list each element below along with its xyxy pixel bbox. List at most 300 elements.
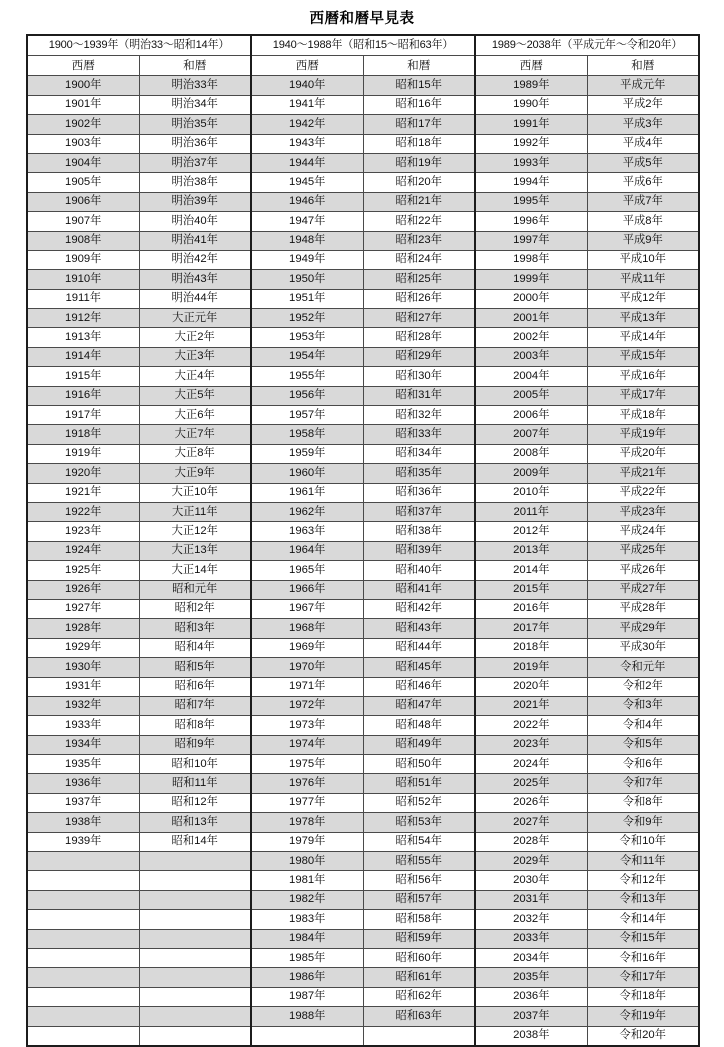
table-row xyxy=(27,1007,699,1026)
cell-wareki-2: 昭和43年 xyxy=(363,619,475,638)
cell-wareki-3: 平成18年 xyxy=(587,406,699,425)
table-row xyxy=(27,561,699,580)
table-row xyxy=(27,192,699,211)
cell-seireki-1 xyxy=(27,929,139,948)
era-conversion-table xyxy=(26,34,700,1047)
column-header-seireki-1: 西暦 xyxy=(27,56,139,76)
cell-wareki-2: 昭和15年 xyxy=(363,76,475,95)
cell-seireki-1 xyxy=(27,968,139,987)
table-row xyxy=(27,1026,699,1046)
table-row xyxy=(27,270,699,289)
column-header-wareki-1: 和暦 xyxy=(139,56,251,76)
cell-wareki-2: 昭和52年 xyxy=(363,793,475,812)
cell-wareki-2: 昭和36年 xyxy=(363,483,475,502)
cell-wareki-1: 大正9年 xyxy=(139,464,251,483)
cell-seireki-2 xyxy=(251,1026,363,1046)
cell-wareki-3: 平成10年 xyxy=(587,250,699,269)
cell-wareki-3: 令和元年 xyxy=(587,658,699,677)
cell-wareki-3: 平成19年 xyxy=(587,425,699,444)
cell-wareki-2: 昭和26年 xyxy=(363,289,475,308)
cell-wareki-1: 明治42年 xyxy=(139,250,251,269)
cell-seireki-3: 2005年 xyxy=(475,386,587,405)
cell-seireki-3: 2022年 xyxy=(475,716,587,735)
table-row xyxy=(27,289,699,308)
cell-wareki-1: 昭和9年 xyxy=(139,735,251,754)
table-row xyxy=(27,716,699,735)
cell-wareki-3: 平成22年 xyxy=(587,483,699,502)
cell-seireki-1: 1906年 xyxy=(27,192,139,211)
cell-seireki-1: 1920年 xyxy=(27,464,139,483)
cell-wareki-1 xyxy=(139,871,251,890)
cell-wareki-3: 平成9年 xyxy=(587,231,699,250)
cell-seireki-1: 1914年 xyxy=(27,347,139,366)
cell-wareki-3: 令和6年 xyxy=(587,755,699,774)
cell-seireki-3: 2032年 xyxy=(475,910,587,929)
cell-seireki-1: 1918年 xyxy=(27,425,139,444)
table-row xyxy=(27,696,699,715)
table-container xyxy=(26,34,698,1047)
cell-wareki-3: 令和17年 xyxy=(587,968,699,987)
cell-seireki-2: 1982年 xyxy=(251,890,363,909)
cell-wareki-2: 昭和29年 xyxy=(363,347,475,366)
cell-seireki-3: 1996年 xyxy=(475,212,587,231)
group-header-1940-1988: 1940〜1988年（昭和15〜昭和63年） xyxy=(251,35,475,56)
cell-seireki-2: 1987年 xyxy=(251,987,363,1006)
cell-seireki-3: 2020年 xyxy=(475,677,587,696)
cell-seireki-3: 2015年 xyxy=(475,580,587,599)
cell-seireki-1: 1915年 xyxy=(27,367,139,386)
cell-wareki-2: 昭和18年 xyxy=(363,134,475,153)
cell-wareki-2: 昭和16年 xyxy=(363,95,475,114)
cell-wareki-3: 令和3年 xyxy=(587,696,699,715)
table-row xyxy=(27,425,699,444)
table-row xyxy=(27,115,699,134)
table-row xyxy=(27,852,699,871)
cell-seireki-2: 1978年 xyxy=(251,813,363,832)
table-row xyxy=(27,250,699,269)
cell-wareki-1: 大正7年 xyxy=(139,425,251,444)
cell-wareki-1: 大正13年 xyxy=(139,541,251,560)
cell-wareki-2: 昭和53年 xyxy=(363,813,475,832)
page-title: 西暦和暦早見表 xyxy=(309,11,415,27)
cell-seireki-1: 1931年 xyxy=(27,677,139,696)
cell-wareki-3: 平成5年 xyxy=(587,153,699,172)
cell-wareki-1: 昭和2年 xyxy=(139,599,251,618)
cell-seireki-2: 1964年 xyxy=(251,541,363,560)
cell-wareki-3: 平成11年 xyxy=(587,270,699,289)
cell-seireki-1: 1932年 xyxy=(27,696,139,715)
cell-seireki-3: 2034年 xyxy=(475,948,587,967)
table-row xyxy=(27,406,699,425)
group-header-1900-1939: 1900〜1939年（明治33〜昭和14年） xyxy=(27,35,251,56)
cell-wareki-3: 令和4年 xyxy=(587,716,699,735)
cell-wareki-2: 昭和60年 xyxy=(363,948,475,967)
cell-wareki-3: 平成17年 xyxy=(587,386,699,405)
cell-seireki-3: 2010年 xyxy=(475,483,587,502)
cell-wareki-3: 平成6年 xyxy=(587,173,699,192)
column-header-wareki-2: 和暦 xyxy=(363,56,475,76)
cell-seireki-2: 1986年 xyxy=(251,968,363,987)
cell-seireki-1: 1934年 xyxy=(27,735,139,754)
table-row xyxy=(27,541,699,560)
cell-wareki-1: 昭和6年 xyxy=(139,677,251,696)
cell-wareki-3: 平成29年 xyxy=(587,619,699,638)
cell-seireki-3: 2008年 xyxy=(475,444,587,463)
cell-seireki-1: 1926年 xyxy=(27,580,139,599)
cell-wareki-1: 昭和14年 xyxy=(139,832,251,851)
table-row xyxy=(27,231,699,250)
cell-seireki-1: 1936年 xyxy=(27,774,139,793)
table-row xyxy=(27,599,699,618)
table-row xyxy=(27,832,699,851)
cell-wareki-3: 平成8年 xyxy=(587,212,699,231)
cell-seireki-1: 1939年 xyxy=(27,832,139,851)
table-row xyxy=(27,580,699,599)
cell-seireki-1: 1912年 xyxy=(27,309,139,328)
cell-wareki-2: 昭和49年 xyxy=(363,735,475,754)
cell-wareki-2: 昭和23年 xyxy=(363,231,475,250)
cell-wareki-1: 明治36年 xyxy=(139,134,251,153)
cell-wareki-1: 昭和3年 xyxy=(139,619,251,638)
cell-seireki-3: 1994年 xyxy=(475,173,587,192)
cell-seireki-3: 2004年 xyxy=(475,367,587,386)
cell-seireki-1: 1909年 xyxy=(27,250,139,269)
cell-seireki-2: 1972年 xyxy=(251,696,363,715)
cell-seireki-1 xyxy=(27,890,139,909)
table-row xyxy=(27,948,699,967)
cell-seireki-2: 1988年 xyxy=(251,1007,363,1026)
cell-wareki-2: 昭和27年 xyxy=(363,309,475,328)
cell-wareki-3: 平成27年 xyxy=(587,580,699,599)
table-row xyxy=(27,444,699,463)
cell-wareki-3: 平成2年 xyxy=(587,95,699,114)
cell-seireki-3: 2016年 xyxy=(475,599,587,618)
cell-wareki-2: 昭和54年 xyxy=(363,832,475,851)
table-row xyxy=(27,367,699,386)
cell-wareki-3: 平成4年 xyxy=(587,134,699,153)
cell-seireki-2: 1966年 xyxy=(251,580,363,599)
table-row xyxy=(27,890,699,909)
table-row xyxy=(27,774,699,793)
column-header-seireki-3: 西暦 xyxy=(475,56,587,76)
cell-seireki-3: 2028年 xyxy=(475,832,587,851)
cell-seireki-1 xyxy=(27,948,139,967)
cell-seireki-2: 1962年 xyxy=(251,502,363,521)
cell-seireki-3: 2000年 xyxy=(475,289,587,308)
cell-seireki-2: 1957年 xyxy=(251,406,363,425)
cell-wareki-2: 昭和30年 xyxy=(363,367,475,386)
cell-wareki-1 xyxy=(139,948,251,967)
cell-wareki-2: 昭和47年 xyxy=(363,696,475,715)
cell-seireki-2: 1971年 xyxy=(251,677,363,696)
cell-wareki-3: 平成元年 xyxy=(587,76,699,95)
cell-wareki-1 xyxy=(139,1026,251,1046)
cell-wareki-1 xyxy=(139,987,251,1006)
cell-seireki-2: 1941年 xyxy=(251,95,363,114)
cell-seireki-2: 1963年 xyxy=(251,522,363,541)
cell-wareki-2: 昭和25年 xyxy=(363,270,475,289)
cell-seireki-1: 1908年 xyxy=(27,231,139,250)
cell-seireki-3: 1993年 xyxy=(475,153,587,172)
cell-wareki-2: 昭和24年 xyxy=(363,250,475,269)
cell-wareki-3: 令和2年 xyxy=(587,677,699,696)
cell-wareki-2: 昭和40年 xyxy=(363,561,475,580)
table-row xyxy=(27,735,699,754)
table-row xyxy=(27,153,699,172)
cell-wareki-3: 令和12年 xyxy=(587,871,699,890)
cell-wareki-1: 明治41年 xyxy=(139,231,251,250)
cell-seireki-2: 1949年 xyxy=(251,250,363,269)
cell-seireki-3: 2007年 xyxy=(475,425,587,444)
cell-seireki-3: 2003年 xyxy=(475,347,587,366)
cell-seireki-2: 1967年 xyxy=(251,599,363,618)
cell-wareki-1: 大正10年 xyxy=(139,483,251,502)
cell-wareki-1: 大正2年 xyxy=(139,328,251,347)
cell-wareki-3: 平成23年 xyxy=(587,502,699,521)
cell-wareki-2: 昭和38年 xyxy=(363,522,475,541)
cell-seireki-3: 2019年 xyxy=(475,658,587,677)
column-header-wareki-3: 和暦 xyxy=(587,56,699,76)
cell-seireki-2: 1974年 xyxy=(251,735,363,754)
cell-seireki-3: 2033年 xyxy=(475,929,587,948)
cell-seireki-1 xyxy=(27,852,139,871)
cell-wareki-2: 昭和59年 xyxy=(363,929,475,948)
cell-wareki-1 xyxy=(139,1007,251,1026)
cell-wareki-2: 昭和51年 xyxy=(363,774,475,793)
table-row xyxy=(27,987,699,1006)
cell-seireki-3: 2018年 xyxy=(475,638,587,657)
cell-wareki-1: 明治38年 xyxy=(139,173,251,192)
cell-seireki-2: 1958年 xyxy=(251,425,363,444)
cell-seireki-1: 1904年 xyxy=(27,153,139,172)
cell-seireki-1: 1910年 xyxy=(27,270,139,289)
cell-seireki-2: 1983年 xyxy=(251,910,363,929)
cell-seireki-2: 1979年 xyxy=(251,832,363,851)
cell-wareki-3: 令和10年 xyxy=(587,832,699,851)
cell-seireki-2: 1970年 xyxy=(251,658,363,677)
cell-wareki-2: 昭和39年 xyxy=(363,541,475,560)
cell-seireki-2: 1980年 xyxy=(251,852,363,871)
cell-seireki-2: 1975年 xyxy=(251,755,363,774)
cell-wareki-3: 平成21年 xyxy=(587,464,699,483)
cell-seireki-3: 2001年 xyxy=(475,309,587,328)
cell-wareki-3: 平成24年 xyxy=(587,522,699,541)
group-header-row xyxy=(27,35,699,56)
cell-seireki-3: 2012年 xyxy=(475,522,587,541)
table-row xyxy=(27,522,699,541)
cell-seireki-1: 1900年 xyxy=(27,76,139,95)
table-row xyxy=(27,328,699,347)
cell-seireki-2: 1969年 xyxy=(251,638,363,657)
cell-wareki-2: 昭和19年 xyxy=(363,153,475,172)
cell-wareki-3: 平成28年 xyxy=(587,599,699,618)
cell-wareki-3: 平成30年 xyxy=(587,638,699,657)
cell-seireki-2: 1951年 xyxy=(251,289,363,308)
table-row xyxy=(27,658,699,677)
cell-wareki-1 xyxy=(139,968,251,987)
cell-seireki-1 xyxy=(27,1026,139,1046)
cell-seireki-3: 1991年 xyxy=(475,115,587,134)
cell-wareki-1: 大正元年 xyxy=(139,309,251,328)
cell-seireki-1: 1924年 xyxy=(27,541,139,560)
cell-seireki-1: 1928年 xyxy=(27,619,139,638)
cell-wareki-2: 昭和55年 xyxy=(363,852,475,871)
cell-wareki-2: 昭和56年 xyxy=(363,871,475,890)
cell-wareki-2: 昭和58年 xyxy=(363,910,475,929)
cell-wareki-3: 令和11年 xyxy=(587,852,699,871)
cell-wareki-2: 昭和28年 xyxy=(363,328,475,347)
cell-wareki-2: 昭和32年 xyxy=(363,406,475,425)
cell-wareki-1: 明治44年 xyxy=(139,289,251,308)
cell-wareki-3: 平成15年 xyxy=(587,347,699,366)
cell-seireki-3: 1998年 xyxy=(475,250,587,269)
cell-wareki-1: 明治40年 xyxy=(139,212,251,231)
cell-seireki-3: 2037年 xyxy=(475,1007,587,1026)
cell-seireki-1: 1935年 xyxy=(27,755,139,774)
cell-wareki-2: 昭和45年 xyxy=(363,658,475,677)
cell-seireki-3: 2025年 xyxy=(475,774,587,793)
table-row xyxy=(27,677,699,696)
cell-seireki-1 xyxy=(27,871,139,890)
cell-wareki-3: 平成20年 xyxy=(587,444,699,463)
cell-wareki-3: 令和20年 xyxy=(587,1026,699,1046)
cell-wareki-3: 令和7年 xyxy=(587,774,699,793)
cell-seireki-2: 1968年 xyxy=(251,619,363,638)
cell-wareki-3: 令和16年 xyxy=(587,948,699,967)
table-row xyxy=(27,483,699,502)
cell-seireki-3: 2038年 xyxy=(475,1026,587,1046)
cell-seireki-2: 1959年 xyxy=(251,444,363,463)
cell-wareki-2: 昭和33年 xyxy=(363,425,475,444)
cell-wareki-2: 昭和62年 xyxy=(363,987,475,1006)
cell-wareki-1: 昭和7年 xyxy=(139,696,251,715)
column-header-row xyxy=(27,56,699,76)
cell-seireki-1: 1905年 xyxy=(27,173,139,192)
cell-seireki-1 xyxy=(27,1007,139,1026)
cell-seireki-1 xyxy=(27,910,139,929)
cell-seireki-2: 1953年 xyxy=(251,328,363,347)
cell-seireki-3: 2031年 xyxy=(475,890,587,909)
table-row xyxy=(27,347,699,366)
table-row xyxy=(27,813,699,832)
cell-wareki-2: 昭和63年 xyxy=(363,1007,475,1026)
cell-seireki-2: 1948年 xyxy=(251,231,363,250)
cell-wareki-3: 令和13年 xyxy=(587,890,699,909)
cell-seireki-3: 2002年 xyxy=(475,328,587,347)
cell-wareki-3: 令和15年 xyxy=(587,929,699,948)
cell-wareki-1: 昭和4年 xyxy=(139,638,251,657)
cell-wareki-3: 平成3年 xyxy=(587,115,699,134)
table-row xyxy=(27,910,699,929)
cell-wareki-2: 昭和34年 xyxy=(363,444,475,463)
cell-seireki-3: 2013年 xyxy=(475,541,587,560)
cell-seireki-1: 1916年 xyxy=(27,386,139,405)
cell-seireki-2: 1944年 xyxy=(251,153,363,172)
table-row xyxy=(27,638,699,657)
cell-wareki-2: 昭和17年 xyxy=(363,115,475,134)
cell-wareki-1: 明治35年 xyxy=(139,115,251,134)
cell-seireki-2: 1961年 xyxy=(251,483,363,502)
cell-wareki-3: 令和14年 xyxy=(587,910,699,929)
cell-seireki-2: 1976年 xyxy=(251,774,363,793)
cell-wareki-1: 明治33年 xyxy=(139,76,251,95)
cell-wareki-1: 明治34年 xyxy=(139,95,251,114)
cell-wareki-1: 大正11年 xyxy=(139,502,251,521)
cell-wareki-1: 大正4年 xyxy=(139,367,251,386)
cell-wareki-1: 大正14年 xyxy=(139,561,251,580)
cell-wareki-1: 大正12年 xyxy=(139,522,251,541)
cell-seireki-1: 1927年 xyxy=(27,599,139,618)
cell-seireki-3: 2024年 xyxy=(475,755,587,774)
table-row xyxy=(27,793,699,812)
cell-seireki-2: 1952年 xyxy=(251,309,363,328)
cell-seireki-1: 1929年 xyxy=(27,638,139,657)
cell-wareki-1: 明治37年 xyxy=(139,153,251,172)
cell-seireki-2: 1954年 xyxy=(251,347,363,366)
cell-wareki-3: 令和18年 xyxy=(587,987,699,1006)
cell-seireki-1: 1911年 xyxy=(27,289,139,308)
cell-wareki-2: 昭和48年 xyxy=(363,716,475,735)
cell-seireki-3: 1999年 xyxy=(475,270,587,289)
cell-wareki-1 xyxy=(139,929,251,948)
cell-wareki-1: 明治39年 xyxy=(139,192,251,211)
cell-seireki-3: 1995年 xyxy=(475,192,587,211)
cell-seireki-3: 2017年 xyxy=(475,619,587,638)
cell-seireki-3: 2011年 xyxy=(475,502,587,521)
cell-seireki-3: 1990年 xyxy=(475,95,587,114)
table-row xyxy=(27,134,699,153)
cell-wareki-3: 平成26年 xyxy=(587,561,699,580)
cell-wareki-1: 昭和8年 xyxy=(139,716,251,735)
cell-seireki-2: 1960年 xyxy=(251,464,363,483)
cell-wareki-1: 昭和10年 xyxy=(139,755,251,774)
cell-wareki-3: 令和9年 xyxy=(587,813,699,832)
cell-wareki-2: 昭和61年 xyxy=(363,968,475,987)
cell-seireki-1: 1913年 xyxy=(27,328,139,347)
table-row xyxy=(27,502,699,521)
cell-seireki-1: 1925年 xyxy=(27,561,139,580)
cell-seireki-3: 2026年 xyxy=(475,793,587,812)
cell-seireki-2: 1940年 xyxy=(251,76,363,95)
cell-seireki-3: 1989年 xyxy=(475,76,587,95)
cell-seireki-3: 1992年 xyxy=(475,134,587,153)
cell-wareki-1: 大正5年 xyxy=(139,386,251,405)
cell-wareki-2: 昭和21年 xyxy=(363,192,475,211)
cell-seireki-3: 2030年 xyxy=(475,871,587,890)
cell-seireki-2: 1985年 xyxy=(251,948,363,967)
cell-wareki-1 xyxy=(139,890,251,909)
cell-wareki-1: 昭和5年 xyxy=(139,658,251,677)
cell-wareki-2: 昭和22年 xyxy=(363,212,475,231)
table-row xyxy=(27,95,699,114)
table-row xyxy=(27,871,699,890)
cell-seireki-1: 1919年 xyxy=(27,444,139,463)
table-row xyxy=(27,968,699,987)
cell-wareki-1: 明治43年 xyxy=(139,270,251,289)
cell-seireki-3: 2023年 xyxy=(475,735,587,754)
cell-seireki-1 xyxy=(27,987,139,1006)
cell-wareki-1: 大正3年 xyxy=(139,347,251,366)
cell-seireki-1: 1902年 xyxy=(27,115,139,134)
cell-seireki-3: 2009年 xyxy=(475,464,587,483)
cell-wareki-2: 昭和41年 xyxy=(363,580,475,599)
cell-seireki-1: 1922年 xyxy=(27,502,139,521)
cell-wareki-3: 平成14年 xyxy=(587,328,699,347)
cell-wareki-1: 大正8年 xyxy=(139,444,251,463)
table-row xyxy=(27,619,699,638)
cell-seireki-2: 1984年 xyxy=(251,929,363,948)
cell-seireki-3: 1997年 xyxy=(475,231,587,250)
